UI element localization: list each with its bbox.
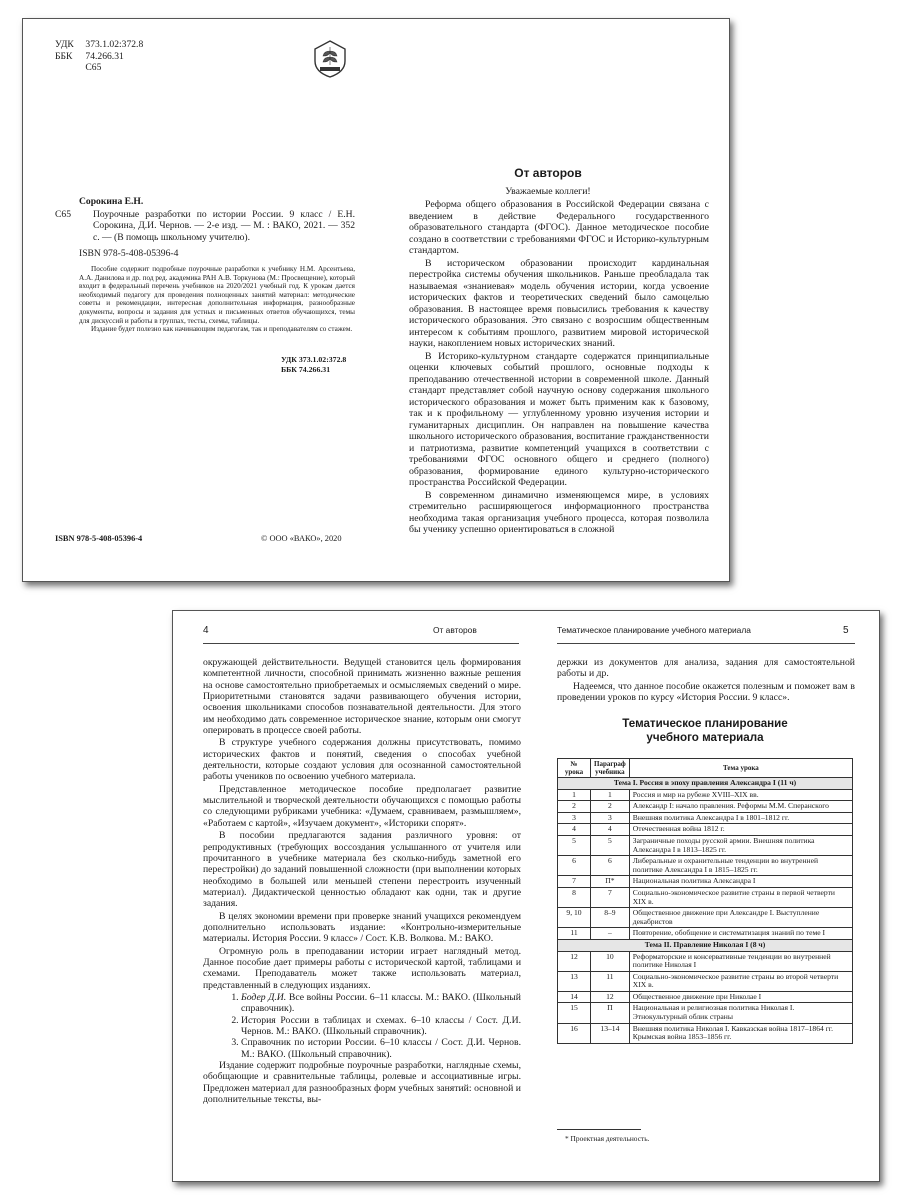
book-abstract (79, 265, 355, 334)
table-row (558, 928, 853, 940)
topic-cell: Россия и мир на рубеже XVIII–XIX вв. (629, 789, 852, 801)
table-row (558, 991, 853, 1003)
paragraph-cell: 10 (591, 951, 630, 971)
header-rule (203, 643, 519, 644)
copyright: © ООО «ВАКО», 2020 (261, 534, 342, 543)
paragraph: В структуре учебного содержания должны присутствовать, помимо исторических фактов и понятий, сведения о способах учебной деятельности, которые создают условия для осознанной самостоятельной работы учеников по освоению учебного материала. (203, 737, 521, 783)
table-header-row (558, 759, 853, 778)
right-page (529, 611, 879, 1181)
paragraph: Надеемся, что данное пособие окажется полезным и поможет вам в проведении уроков по курсу «История России. 9 класс». (557, 680, 855, 704)
paragraph-cell: П (591, 1003, 630, 1023)
abstract-paragraph: Издание будет полезно как начинающим педагогам, так и преподавателям со стажем. (91, 325, 353, 334)
paragraph: Реформа общего образования в Российской Федерации связана с введением в действие Федерального государственного образовательного стандарта (ФГОС). Данное методическое пособие создано в соответствии с требованиями ФГОС и Историко-культурным стандартом. (409, 199, 709, 256)
table-row (558, 856, 853, 876)
bbk-label: ББК (55, 50, 73, 62)
author-code-margin: С65 (55, 209, 71, 220)
table-row (558, 789, 853, 801)
author-name: Сорокина Е.Н. (79, 196, 144, 207)
lesson-number-cell: 8 (558, 887, 591, 907)
paragraph-cell: 1 (591, 789, 630, 801)
paragraph-cell: 3 (591, 812, 630, 824)
header-lesson-number: № урока (558, 759, 591, 778)
table-row (558, 812, 853, 824)
paragraph-cell: 6 (591, 856, 630, 876)
lesson-number-cell: 11 (558, 928, 591, 940)
table-row (558, 824, 853, 836)
udc-code: 373.1.02:372.8 (85, 39, 144, 50)
paragraph-cell: – (591, 928, 630, 940)
section-title: Тема I. Россия в эпоху правления Александра I (11 ч) (558, 778, 853, 790)
table-section-row (558, 778, 853, 790)
lesson-number-cell: 13 (558, 971, 591, 991)
paragraph: В современном динамично изменяющемся мире, в условиях стремительно расширяющегося информационного пространства необходима такая организация учебного процесса, которая позволила бы ученику успешно ориентироваться в сложной (409, 489, 709, 535)
topic-cell: Внешняя политика Александра I в 1801–1812 гг. (629, 812, 852, 824)
topic-cell: Социально-экономическое развитие страны во второй четверти XIX в. (629, 971, 852, 991)
page-number: 5 (843, 625, 849, 636)
foreword-title: От авторов (514, 166, 582, 180)
page-number: 4 (203, 625, 209, 636)
topic-cell: Внешняя политика Николая I. Кавказская война 1817–1864 гг. Крымская война 1853–1856 гг. (629, 1023, 852, 1043)
isbn-bottom: ISBN 978-5-408-05396-4 (55, 534, 143, 543)
reference-list (203, 992, 521, 1060)
foreword-body (409, 199, 709, 537)
header-rule (557, 643, 855, 644)
running-head: От авторов (433, 625, 477, 635)
topic-cell: Национальная политика Александра I (629, 876, 852, 888)
reference-item: 2. История России в таблицах и схемах. 6–10 классы / Сост. Д.И. Чернов. М.: ВАКО. (Школьный справочник). (241, 1015, 521, 1038)
foreword-greeting: Уважаемые коллеги! (505, 186, 591, 197)
paragraph: Представленное методическое пособие предполагает развитие мыслительной и творческой деятельности обучающихся с помощью работы со следующими рубриками учебника: «Думаем, сравниваем, размышляем», «Работаем с картой», «Изучаем документ», «Историки спорят». (203, 783, 521, 829)
paragraph-cell: 12 (591, 991, 630, 1003)
paragraph-cell: 8–9 (591, 908, 630, 928)
lesson-number-cell: 14 (558, 991, 591, 1003)
author-code: С65 (85, 62, 102, 74)
lesson-number-cell: 3 (558, 812, 591, 824)
paragraph: держки из документов для анализа, задания для самостоятельной работы и др. (557, 657, 855, 680)
bbk-code-right: ББК 74.266.31 (281, 365, 331, 374)
paragraph-cell: 5 (591, 835, 630, 855)
table-row (558, 1003, 853, 1023)
paragraph-cell: 4 (591, 824, 630, 836)
paragraph-cell: 7 (591, 887, 630, 907)
udc-label: УДК (55, 39, 74, 50)
table-row (558, 908, 853, 928)
lesson-plan-table (557, 758, 853, 1044)
classification-codes (55, 39, 143, 74)
paragraph-cell: П* (591, 876, 630, 888)
paragraph: В пособии предлагаются задания различного уровня: от репродуктивных (требующих воссоздания услышанного от учителя или прочитанного в учебнике материала без сколько-нибудь заметной его перестройки) до заданий повышенной сложности (при выполнении которых необходимо в большей или меньшей степени перестроить изученный материал). Дидактической ценностью обладают как одни, так и другие задания. (203, 830, 521, 910)
paragraph: В Историко-культурном стандарте содержатся принципиальные оценки ключевых событий прошлого, основные подходы к преподаванию отечественной истории в современной школе. Данный стандарт представляет собой научную основу содержания школьного исторического образования и может быть применим как к базовому, так и к профильному — углубленному уровню изучения истории и гуманитарных дисциплин. Он направлен на повышение качества школьного исторического образования, воспитание гражданственности и патриотизма, развитие компетенций учащихся в соответствии с требованиями ФГОС основного общего и среднего (полного) образования, формирование единого культурно-исторического пространства Российской Федерации. (409, 350, 709, 488)
book-spread-2 (172, 610, 880, 1182)
paragraph: В историческом образовании происходит кардинальная перестройка системы обучения школьников. Раньше преобладала так называемая «знаниевая» модель обучения истории, когда усвоение исторических фактов и теоретических сведений было самоцелью образования. В настоящее время повысились требования к качеству исторического образования. Это связано с возросшим общественным интересом к событиям прошлого, развитием мировой исторической науки, накоплением новых исторических знаний. (409, 257, 709, 349)
table-row (558, 951, 853, 971)
paragraph: В целях экономии времени при проверке знаний учащихся рекомендуем дополнительно использовать издание: «Контрольно-измерительные материалы. История России. 9 класс» / Сост. К.В. Волкова. М.: ВАКО. (203, 910, 521, 945)
paragraph-cell: 11 (591, 971, 630, 991)
topic-cell: Социально-экономическое развитие страны в первой четверти XIX в. (629, 887, 852, 907)
lesson-number-cell: 16 (558, 1023, 591, 1043)
topic-cell: Либеральные и охранительные тенденции во внутренней политике Александра I в 1815–1825 гг. (629, 856, 852, 876)
lesson-number-cell: 6 (558, 856, 591, 876)
lesson-number-cell: 5 (558, 835, 591, 855)
classification-codes-right (281, 355, 346, 375)
lesson-number-cell: 2 (558, 801, 591, 813)
book-spread-1 (22, 18, 730, 582)
table-row (558, 876, 853, 888)
left-page (173, 611, 523, 1181)
udc-code-right: УДК 373.1.02:372.8 (281, 355, 347, 364)
plan-title: Тематическое планирование учебного материала (622, 717, 788, 744)
lesson-number-cell: 12 (558, 951, 591, 971)
topic-cell: Общественное движение при Александре I. Выступление декабристов (629, 908, 852, 928)
paragraph: Огромную роль в преподавании истории играет наглядный метод. Данное пособие дает примеры работы с исторической картой, таблицами и схемами. Преподаватель может также использовать материал, представленный в следующих изданиях. (203, 945, 521, 991)
table-row (558, 835, 853, 855)
bbk-code: 74.266.31 (85, 50, 124, 62)
reference-item: 3. Справочник по истории России. 6–10 классы / Сост. Д.И. Чернов. М.: ВАКО. (Школьный справочник). (241, 1037, 521, 1060)
table-row (558, 887, 853, 907)
table-row (558, 971, 853, 991)
imprint-page (23, 19, 375, 581)
running-head: Тематическое планирование учебного материала (557, 625, 751, 635)
abstract-paragraph: Пособие содержит подробные поурочные разработки к учебнику Н.М. Арсентьева, А.А. Данилова и др. под ред. академика РАН А.В. Торкунова (М.: Просвещение), который входит в федеральный перечень учебников на 2020/2021 учебный год. К урокам дается необходимый педагогу для проведения полноценных занятий материал: методические советы и рекомендации, интересная дополнительная информация, разнообразные документы, вопросы и задания для устных и письменных ответов обучающихся, темы для дискуссий и работы в группах, тесты, схемы, таблицы. (79, 265, 355, 325)
isbn: ISBN 978-5-408-05396-4 (79, 248, 179, 259)
topic-cell: Отечественная война 1812 г. (629, 824, 852, 836)
standard-logo-icon (311, 39, 349, 79)
topic-cell: Заграничные походы русской армии. Внешняя политика Александра I в 1813–1825 гг. (629, 835, 852, 855)
header-paragraph: Параграф учебника (591, 759, 630, 778)
footnote: * Проектная деятельность. (565, 1134, 650, 1143)
table-section-row (558, 939, 853, 951)
topic-cell: Александр I: начало правления. Реформы М.М. Сперанского (629, 801, 852, 813)
table-row (558, 1023, 853, 1043)
paragraph-cell: 13–14 (591, 1023, 630, 1043)
paragraph-cell: 2 (591, 801, 630, 813)
lesson-number-cell: 15 (558, 1003, 591, 1023)
table-row (558, 801, 853, 813)
bibliographic-record: Поурочные разработки по истории России. 9 класс / Е.Н. Сорокина, Д.И. Чернов. — 2-е изд. — М. : ВАКО, 2021. — 352 с. — (В помощь школьному учителю). (93, 209, 355, 243)
foreword-page (383, 19, 713, 581)
header-topic: Тема урока (629, 759, 852, 778)
footnote-rule (557, 1129, 641, 1130)
paragraph: окружающей действительности. Ведущей становится цель формирования компетентной личности, способной принимать жизненно важные решения на основе самостоятельно приобретаемых и осмысляемых сведений о мире. Приоритетными становятся задачи развивающего обучения истории, освоения школьниками способов познавательной деятельности. Для этого им необходимо дать современное историческое знание, которым они смогут оперировать в процессе своей работы. (203, 657, 521, 737)
lesson-number-cell: 4 (558, 824, 591, 836)
left-page-body (203, 657, 521, 1106)
paragraph: Издание содержит подробные поурочные разработки, наглядные схемы, обобщающие и сравнительные таблицы, ролевые и ассоциативные игры. Предложен материал для разнообразных форм учебных занятий: основной и дополнительные тексты, вы- (203, 1060, 521, 1106)
right-page-body (557, 657, 855, 704)
lesson-number-cell: 7 (558, 876, 591, 888)
section-title: Тема II. Правление Николая I (8 ч) (558, 939, 853, 951)
lesson-number-cell: 1 (558, 789, 591, 801)
topic-cell: Повторение, обобщение и систематизация знаний по теме I (629, 928, 852, 940)
topic-cell: Реформаторские и консервативные тенденции во внутренней политике Николая I (629, 951, 852, 971)
topic-cell: Общественное движение при Николае I (629, 991, 852, 1003)
reference-item: 1. Бодер Д.И. Все войны России. 6–11 классы. М.: ВАКО. (Школьный справочник). (241, 992, 521, 1015)
lesson-number-cell: 9, 10 (558, 908, 591, 928)
topic-cell: Национальная и религиозная политика Николая I. Этнокультурный облик страны (629, 1003, 852, 1023)
